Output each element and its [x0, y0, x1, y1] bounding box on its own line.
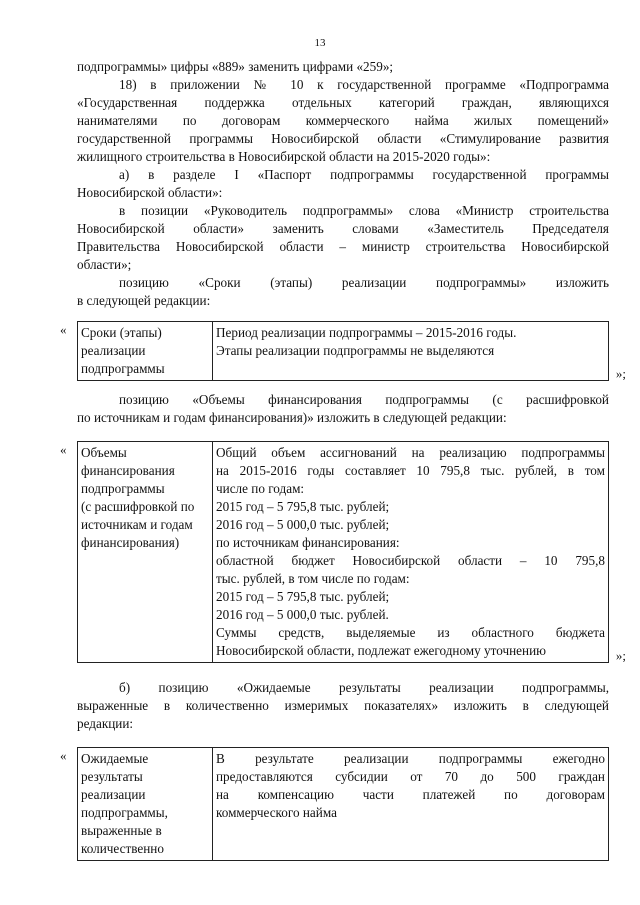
- text-line: выраженные в количественно измеримых показателях» изложить в следующей: [77, 698, 609, 713]
- document-body: [60, 58, 626, 861]
- quote-open: «: [60, 322, 67, 337]
- text-line: в следующей редакции:: [77, 293, 211, 308]
- table-cell-value: [213, 748, 609, 861]
- cell-text: В результате реализации подпрограммы ежегодно: [216, 751, 605, 766]
- text-line: «Государственная поддержка отдельных категорий граждан, являющихся: [77, 95, 609, 110]
- cell-text: Этапы реализации подпрограммы не выделяются: [216, 343, 495, 358]
- cell-text: тыс. рублей, в том числе по годам:: [216, 571, 410, 586]
- table-results: [60, 747, 609, 861]
- table-cell-value: [213, 442, 609, 663]
- cell-text: источникам и годам: [81, 517, 193, 532]
- cell-text: реализации: [81, 787, 146, 802]
- cell-text: подпрограммы: [81, 481, 165, 496]
- cell-text: 2015 год – 5 795,8 тыс. рублей;: [216, 589, 390, 604]
- cell-text: Новосибирской области, подлежат ежегодному уточнению: [216, 643, 546, 658]
- cell-text: Объемы: [81, 445, 127, 460]
- quote-close: »;: [615, 648, 626, 663]
- text-line: по источникам и годам финансирования)» изложить в следующей редакции:: [77, 410, 507, 425]
- passport-table: [77, 321, 609, 381]
- cell-text: Общий объем ассигнований на реализацию подпрограммы: [216, 445, 605, 460]
- table-cell-value: [213, 322, 609, 381]
- table-row: [78, 322, 609, 381]
- cell-text: Сроки (этапы): [81, 325, 162, 340]
- cell-text: результаты: [81, 769, 143, 784]
- cell-text: на 2015-2016 годы составляет 10 795,8 тыс. рублей, в том: [216, 463, 605, 478]
- table-cell-label: [78, 322, 213, 381]
- text-line: области»;: [77, 257, 132, 272]
- cell-text: подпрограммы,: [81, 805, 168, 820]
- cell-text: на компенсацию части платежей по договорам: [216, 787, 605, 802]
- paragraph-item-b: [77, 679, 609, 733]
- paragraph-terms: [77, 274, 609, 310]
- text-line: а) в разделе I «Паспорт подпрограммы государственной программы: [119, 167, 609, 182]
- text-line: жилищного строительства в Новосибирской области на 2015-2020 годы»:: [77, 149, 491, 164]
- cell-text: коммерческого найма: [216, 805, 337, 820]
- text-line: нанимателями по договорам коммерческого найма жилых помещений»: [77, 113, 609, 128]
- paragraph-item-18: [77, 76, 609, 166]
- cell-text: предоставляются субсидии от 70 до 500 граждан: [216, 769, 605, 784]
- text-line: Правительства Новосибирской области – министр строительства Новосибирской: [77, 239, 609, 254]
- quote-open: «: [60, 748, 67, 763]
- cell-text: 2016 год – 5 000,0 тыс. рублей.: [216, 607, 389, 622]
- table-financing: [60, 441, 626, 663]
- text-line: в позиции «Руководитель подпрограммы» слова «Министр строительства: [119, 203, 609, 218]
- text-line: редакции:: [77, 716, 134, 731]
- text-line: Новосибирской области» заменить словами «Заместитель Председателя: [77, 221, 609, 236]
- table-terms: [60, 321, 626, 381]
- text-line: позицию «Сроки (этапы) реализации подпрограммы» изложить: [119, 275, 609, 290]
- cell-text: Период реализации подпрограммы – 2015-2016 годы.: [216, 325, 517, 340]
- paragraph-financing: [77, 391, 609, 427]
- table-cell-label: [78, 442, 213, 663]
- cell-text: финансирования): [81, 535, 180, 550]
- page-number: 13: [314, 37, 326, 49]
- cell-text: Суммы средств, выделяемые из областного бюджета: [216, 625, 605, 640]
- cell-text: реализации: [81, 343, 146, 358]
- cell-text: количественно: [81, 841, 164, 856]
- text-line: государственной программы Новосибирской области «Стимулирование развития: [77, 131, 609, 146]
- quote-open: «: [60, 442, 67, 457]
- cell-text: (с расшифровкой по: [81, 499, 195, 514]
- paragraph-head-change: [77, 202, 609, 274]
- cell-text: выраженные в: [81, 823, 162, 838]
- table-row: [78, 442, 609, 663]
- text-line: позицию «Объемы финансирования подпрограммы (с расшифровкой: [119, 392, 609, 407]
- paragraph-p1: подпрограммы» цифры «889» заменить цифрами «259»;: [77, 59, 394, 74]
- cell-text: числе по годам:: [216, 481, 305, 496]
- cell-text: финансирования: [81, 463, 175, 478]
- cell-text: Ожидаемые: [81, 751, 149, 766]
- table-row: [78, 748, 609, 861]
- cell-text: 2015 год – 5 795,8 тыс. рублей;: [216, 499, 390, 514]
- cell-text: по источникам финансирования:: [216, 535, 400, 550]
- cell-text: областной бюджет Новосибирской области – 10 795,8: [216, 553, 605, 568]
- passport-table: [77, 441, 609, 663]
- text-line: б) позицию «Ожидаемые результаты реализации подпрограммы,: [119, 680, 609, 695]
- cell-text: подпрограммы: [81, 361, 165, 376]
- passport-table: [77, 747, 609, 861]
- quote-close: »;: [615, 366, 626, 381]
- text-line: 18) в приложении № 10 к государственной программе «Подпрограмма: [119, 77, 609, 92]
- table-cell-label: [78, 748, 213, 861]
- paragraph-item-a: [77, 166, 609, 202]
- text-line: Новосибирской области»:: [77, 185, 223, 200]
- cell-text: 2016 год – 5 000,0 тыс. рублей;: [216, 517, 390, 532]
